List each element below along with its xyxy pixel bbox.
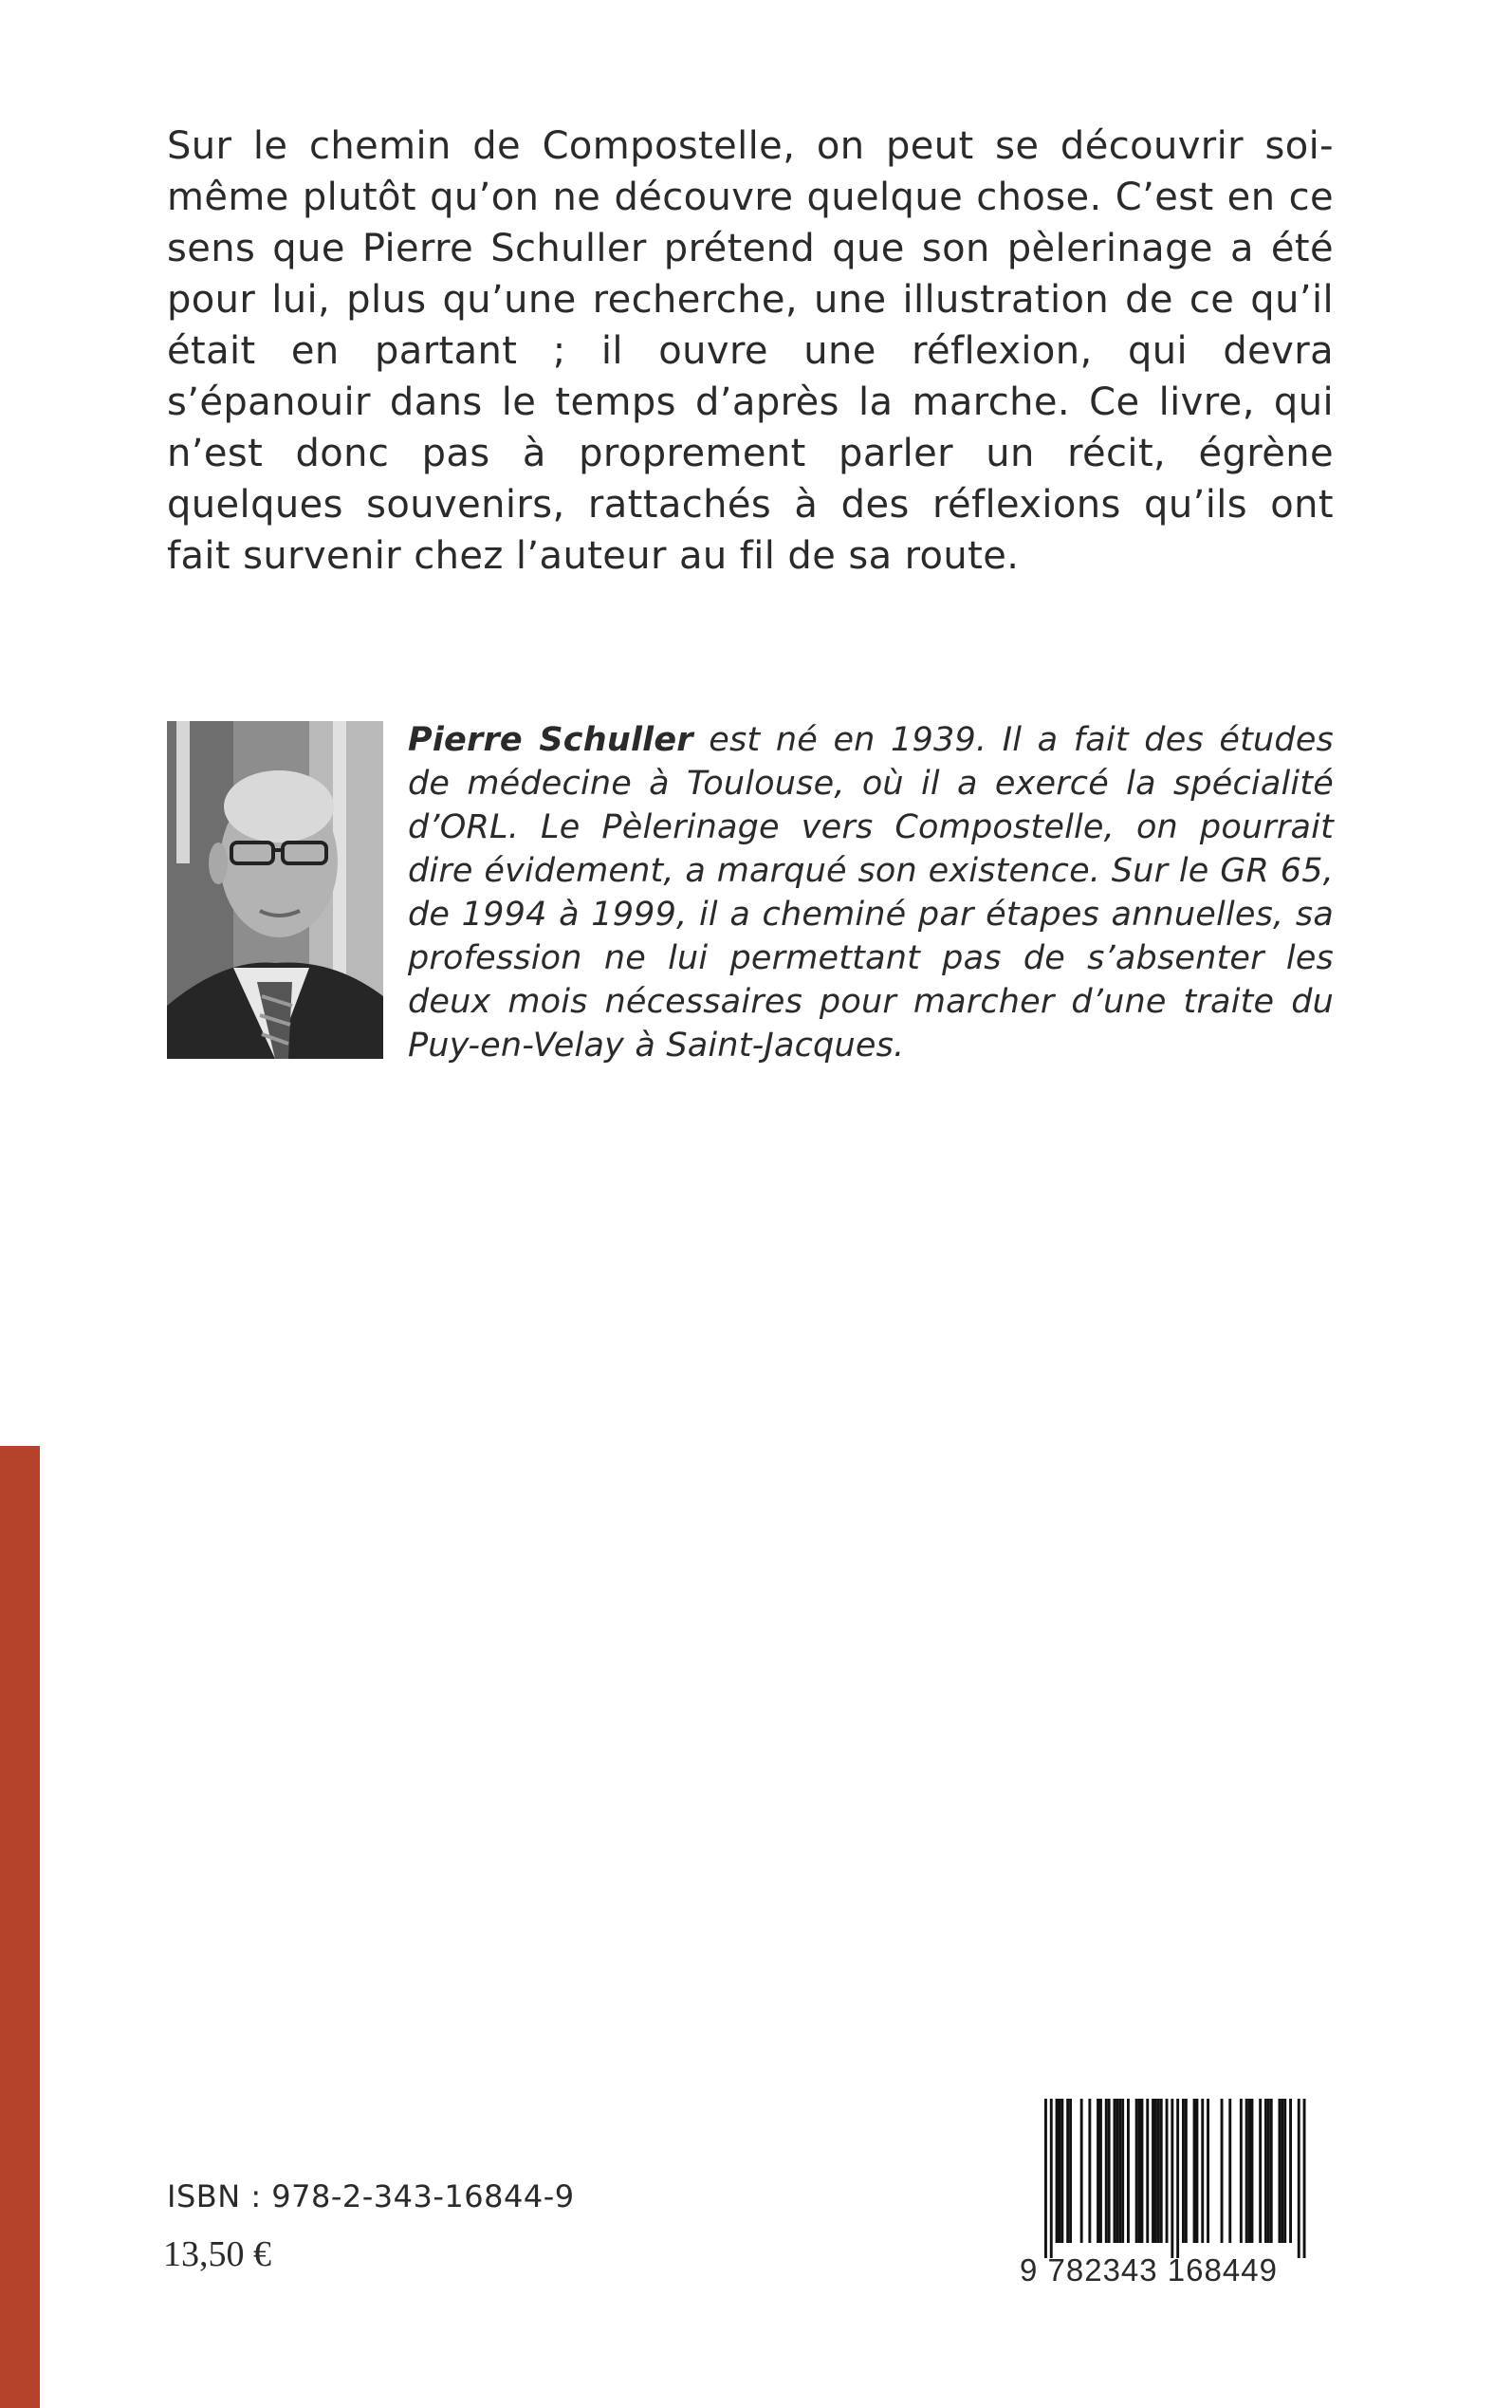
barcode-bar	[1182, 2099, 1185, 2243]
back-cover-blurb: Sur le chemin de Compostelle, on peut se découvrir soi-même plutôt qu’on ne découvre quelque chose. C’est en ce sens que Pierre Schuller prétend que son pèlerinage a été pour lui, plus qu’une recherche, une illustration de ce qu’il était en partant ; il ouvre une réflexion, qui devra s’épanouir dans le temps d’après la marche. Ce livre, qui n’est donc pas à proprement parler un récit, égrène quelques souvenirs, rattachés à des réflexions qu’ils ont fait survenir chez l’auteur au fil de sa route.	[167, 124, 1334, 578]
barcode-bar	[1193, 2099, 1196, 2243]
barcode-bar	[1059, 2099, 1061, 2243]
barcode-bar	[1099, 2099, 1102, 2243]
barcode-bar	[1245, 2099, 1248, 2243]
barcode-bar	[1056, 2099, 1059, 2243]
barcode-bar	[1050, 2099, 1053, 2258]
barcode-bar	[1160, 2099, 1163, 2243]
barcode-bar	[1116, 2099, 1118, 2243]
barcode-bar	[1166, 2099, 1169, 2243]
barcode-bar	[1088, 2099, 1091, 2243]
barcode-bar	[1152, 2099, 1154, 2243]
author-photo	[167, 721, 383, 1059]
barcode-bar	[1157, 2099, 1160, 2243]
barcode-bar	[1267, 2099, 1270, 2243]
price-label: 13,50 €	[163, 2234, 271, 2274]
barcode-bar	[1114, 2099, 1116, 2243]
barcode-bar	[1185, 2099, 1188, 2243]
barcode-bar	[1141, 2099, 1144, 2243]
barcode-digits: 9 782343 168449	[1020, 2252, 1278, 2288]
barcode-bar	[1279, 2099, 1282, 2243]
barcode-bar	[1138, 2099, 1141, 2243]
barcode-bar	[1121, 2099, 1124, 2243]
barcode-bar	[1303, 2099, 1306, 2258]
barcode-bar	[1108, 2099, 1111, 2243]
barcode-bar	[1251, 2099, 1254, 2243]
barcode-bar	[1154, 2099, 1157, 2243]
barcode-bar	[1196, 2099, 1199, 2243]
barcode-bar	[1060, 2099, 1063, 2243]
isbn-label: ISBN : 978-2-343-16844-9	[167, 2178, 575, 2214]
barcode-bar	[1289, 2099, 1292, 2243]
barcode-bar	[1118, 2099, 1121, 2243]
barcode-bar	[1105, 2099, 1108, 2243]
barcode-bar	[1135, 2099, 1138, 2243]
author-section	[167, 721, 1334, 1063]
barcode-bar	[1248, 2099, 1251, 2243]
barcode-bar	[1069, 2099, 1072, 2243]
barcode-bar	[1270, 2099, 1273, 2243]
red-side-band	[0, 1446, 40, 2408]
barcode-bar	[1298, 2099, 1300, 2258]
barcode-bar	[1240, 2099, 1243, 2243]
barcode-bar	[1171, 2099, 1173, 2258]
barcode-bar	[1146, 2099, 1149, 2243]
barcode-bar	[1044, 2099, 1047, 2258]
barcode-bar	[1176, 2099, 1179, 2258]
author-bio	[408, 718, 1334, 1067]
barcode-bars	[1020, 2099, 1325, 2258]
barcode-bar	[1283, 2099, 1286, 2243]
barcode-bar	[1281, 2099, 1283, 2243]
barcode-bar	[1228, 2099, 1231, 2243]
barcode-bar	[1201, 2099, 1204, 2243]
barcode-bar	[1127, 2099, 1130, 2243]
barcode-bar	[1259, 2099, 1262, 2243]
barcode-bar	[1066, 2099, 1069, 2243]
barcode-bar	[1221, 2099, 1224, 2243]
barcode-bar	[1080, 2099, 1083, 2243]
barcode-bar	[1097, 2099, 1099, 2243]
barcode-bar	[1207, 2099, 1209, 2243]
author-bio-text: est né en 1939. Il a fait des études de médecine à Toulouse, où il a exercé la spécialité d’ORL. Le Pèlerinage vers Compostelle, on pourrait dire évidement, a marqué son existence. Sur le GR 65, de 1994 à 1999, il a cheminé par étapes annuelles, sa profession ne lui permettant pas de s’absenter les deux mois nécessaires pour marcher d’une traite du Puy-en-Velay à Saint-Jacques.	[408, 721, 1334, 1065]
barcode	[1020, 2099, 1325, 2294]
barcode-bar	[1264, 2099, 1267, 2243]
author-name: Pierre Schuller	[408, 721, 693, 759]
